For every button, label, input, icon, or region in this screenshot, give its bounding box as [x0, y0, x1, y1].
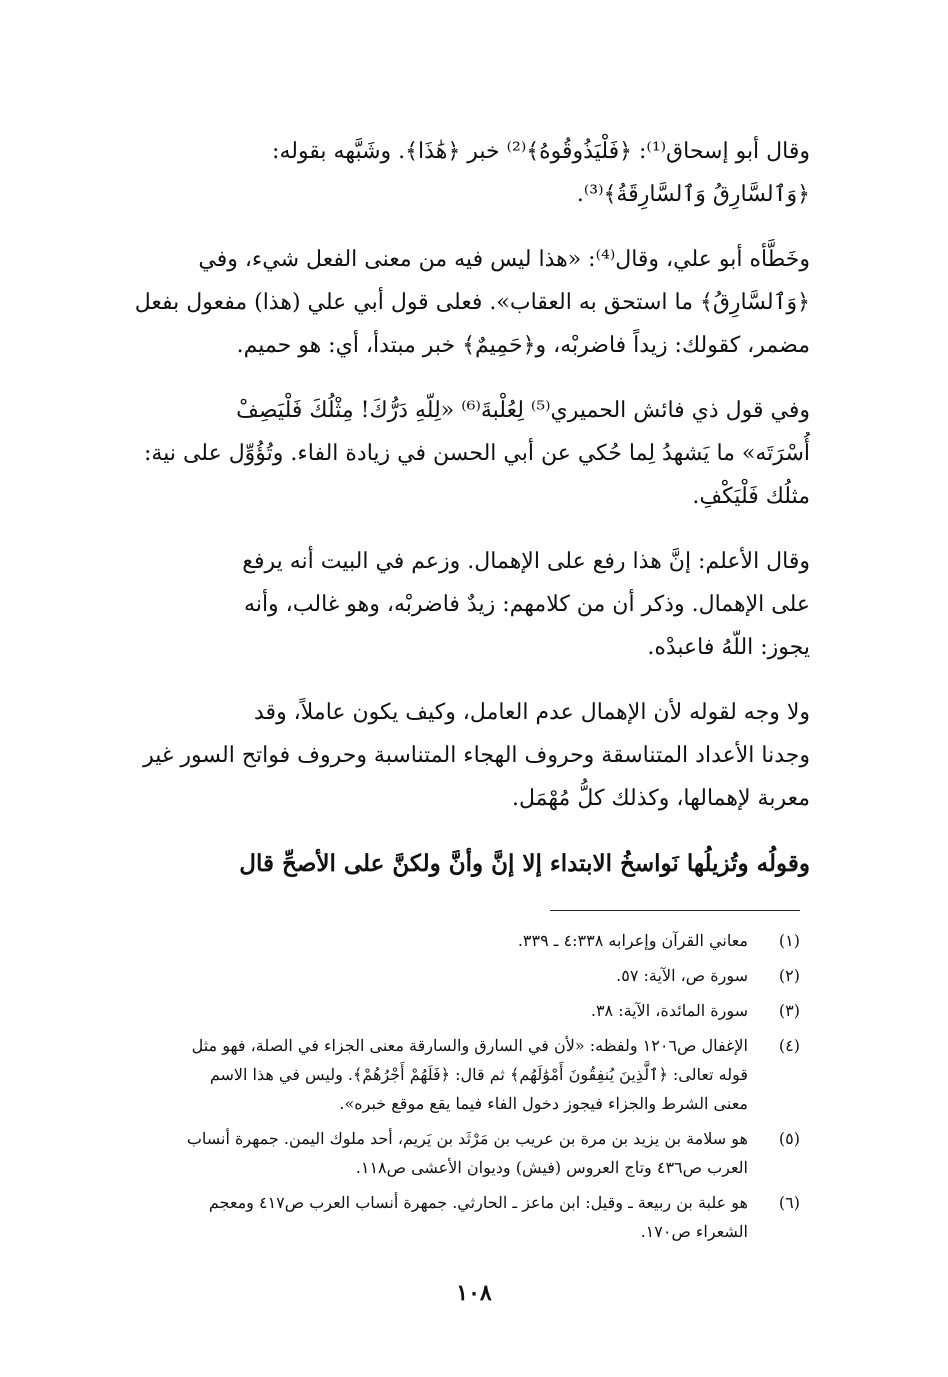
footnote-number: (٣) [778, 1001, 800, 1020]
footnote-6 [100, 1188, 800, 1246]
text-line: العرب ص٤٣٦ وتاج العروس (فيش) وديوان الأعشى ص١١٨. [355, 1158, 748, 1177]
footnote-number: (٤) [778, 1036, 800, 1055]
footnote-number: (٥) [778, 1129, 800, 1148]
footnote-5 [100, 1124, 800, 1182]
text-line: معاني القرآن وإعرابه ٤:٣٣٨ ـ ٣٣٩. [517, 931, 748, 950]
text-line: وقال أبو إسحاق⁽¹⁾: ﴿فَلْيَذُوقُوهُ﴾⁽²⁾ خبر ﴿هَٰذَا﴾. وشَبَّهه بقوله: [272, 139, 810, 164]
text-line: معربة لإهمالها، وكذلك كلُّ مُهْمَل. [512, 786, 810, 811]
text-line: الإغفال ص١٢٠٦ ولفظه: «لأن في السارق والسارقة معنى الجزاء في الصلة، فهو مثل [191, 1036, 748, 1055]
paragraph-2 [100, 238, 810, 367]
footnote-number: (١) [778, 931, 800, 950]
text-line: الشعراء ص١٧٠. [640, 1222, 748, 1241]
main-text [100, 130, 810, 907]
text-line: سورة المائدة، الآية: ٣٨. [590, 1001, 748, 1020]
paragraph-4 [100, 540, 810, 669]
footnote-number: (٢) [778, 966, 800, 985]
footnote-separator [550, 910, 800, 911]
text-line: ﴿وَٱلسَّارِقُ﴾ ما استحق به العقاب». فعلى قول أبي علي (هذا) مفعول بفعل [134, 290, 810, 315]
paragraph-5 [100, 691, 810, 820]
text-line: قوله تعالى: ﴿ٱلَّذِينَ يُنفِقُونَ أَمْوَٰلَهُم﴾ ثم قال: ﴿فَلَهُمْ أَجْرُهُمْ﴾. وليس في هذا الاسم [209, 1065, 748, 1084]
footnote-text [100, 926, 748, 955]
text-line: مثلُك فَلْيَكْفِ. [692, 484, 810, 509]
footnote-text [100, 1188, 748, 1246]
text-line: هو سلامة بن يزيد بن مرة بن عريب بن مَرْثَد بن يَريم، أحد ملوك اليمن. جمهرة أنساب [186, 1129, 748, 1148]
footnote-1 [100, 926, 800, 955]
text-line: أُسْرَتَه» ما يَشهدُ لِما حُكي عن أبي الحسن في زيادة الفاء. وتُؤُوِّل على نية: [144, 441, 810, 466]
text-line: على الإهمال. وذكر أن من كلامهم: زيدٌ فاضربْه، وهو غالب، وأنه [244, 592, 810, 617]
footnotes [100, 926, 800, 1252]
text-line: ﴿وَٱلسَّارِقُ وَٱلسَّارِقَةُ﴾⁽³⁾. [576, 182, 810, 207]
text-line: معنى الشرط والجزاء فيجوز دخول الفاء فيما يقع موقع خبره». [339, 1094, 748, 1113]
footnote-4 [100, 1031, 800, 1118]
text-line: يجوز: اللّهُ فاعبدْه. [647, 635, 810, 660]
text-line: وخَطَّأه أبو علي، وقال⁽⁴⁾: «هذا ليس فيه من معنى الفعل شيء، وفي [198, 247, 810, 272]
paragraph-final [100, 842, 810, 885]
paragraph-3 [100, 389, 810, 518]
footnote-text [100, 1031, 748, 1118]
footnote-text [100, 996, 748, 1025]
text-line: هو علبة بن ربيعة ـ وقيل: ابن ماعز ـ الحارثي. جمهرة أنساب العرب ص٤١٧ ومعجم [208, 1193, 748, 1212]
paragraph-1 [100, 130, 810, 216]
footnote-text [100, 1124, 748, 1182]
footnote-2 [100, 961, 800, 990]
footnote-3 [100, 996, 800, 1025]
text-line: ولا وجه لقوله لأن الإهمال عدم العامل، وكيف يكون عاملاً، وقد [254, 700, 810, 725]
text-line: سورة ص، الآية: ٥٧. [616, 966, 748, 985]
text-line: وقال الأعلم: إنَّ هذا رفع على الإهمال. وزعم في البيت أنه يرفع [242, 549, 810, 574]
text-line: وفي قول ذي فائش الحميري⁽⁵⁾ لِعُلْبةَ⁽⁶⁾ «لِلّهِ دَرُّكَ! مِثْلُكَ فَلْيَصِفْ [236, 398, 810, 423]
footnote-number: (٦) [778, 1193, 800, 1212]
page-number: ١٠٨ [456, 1280, 492, 1306]
text-line: مضمر، كقولك: زيداً فاضربْه، و﴿حَمِيمٌ﴾ خبر مبتدأ، أي: هو حميم. [236, 333, 810, 358]
footnote-text [100, 961, 748, 990]
text-line: وقولُه وتُزيلُها نَواسخُ الابتداء إلا إنَّ وأنَّ ولكنَّ على الأصحِّ قال [239, 850, 810, 877]
text-line: وجدنا الأعداد المتناسقة وحروف الهجاء المتناسبة وحروف فواتح السور غير [143, 743, 810, 768]
